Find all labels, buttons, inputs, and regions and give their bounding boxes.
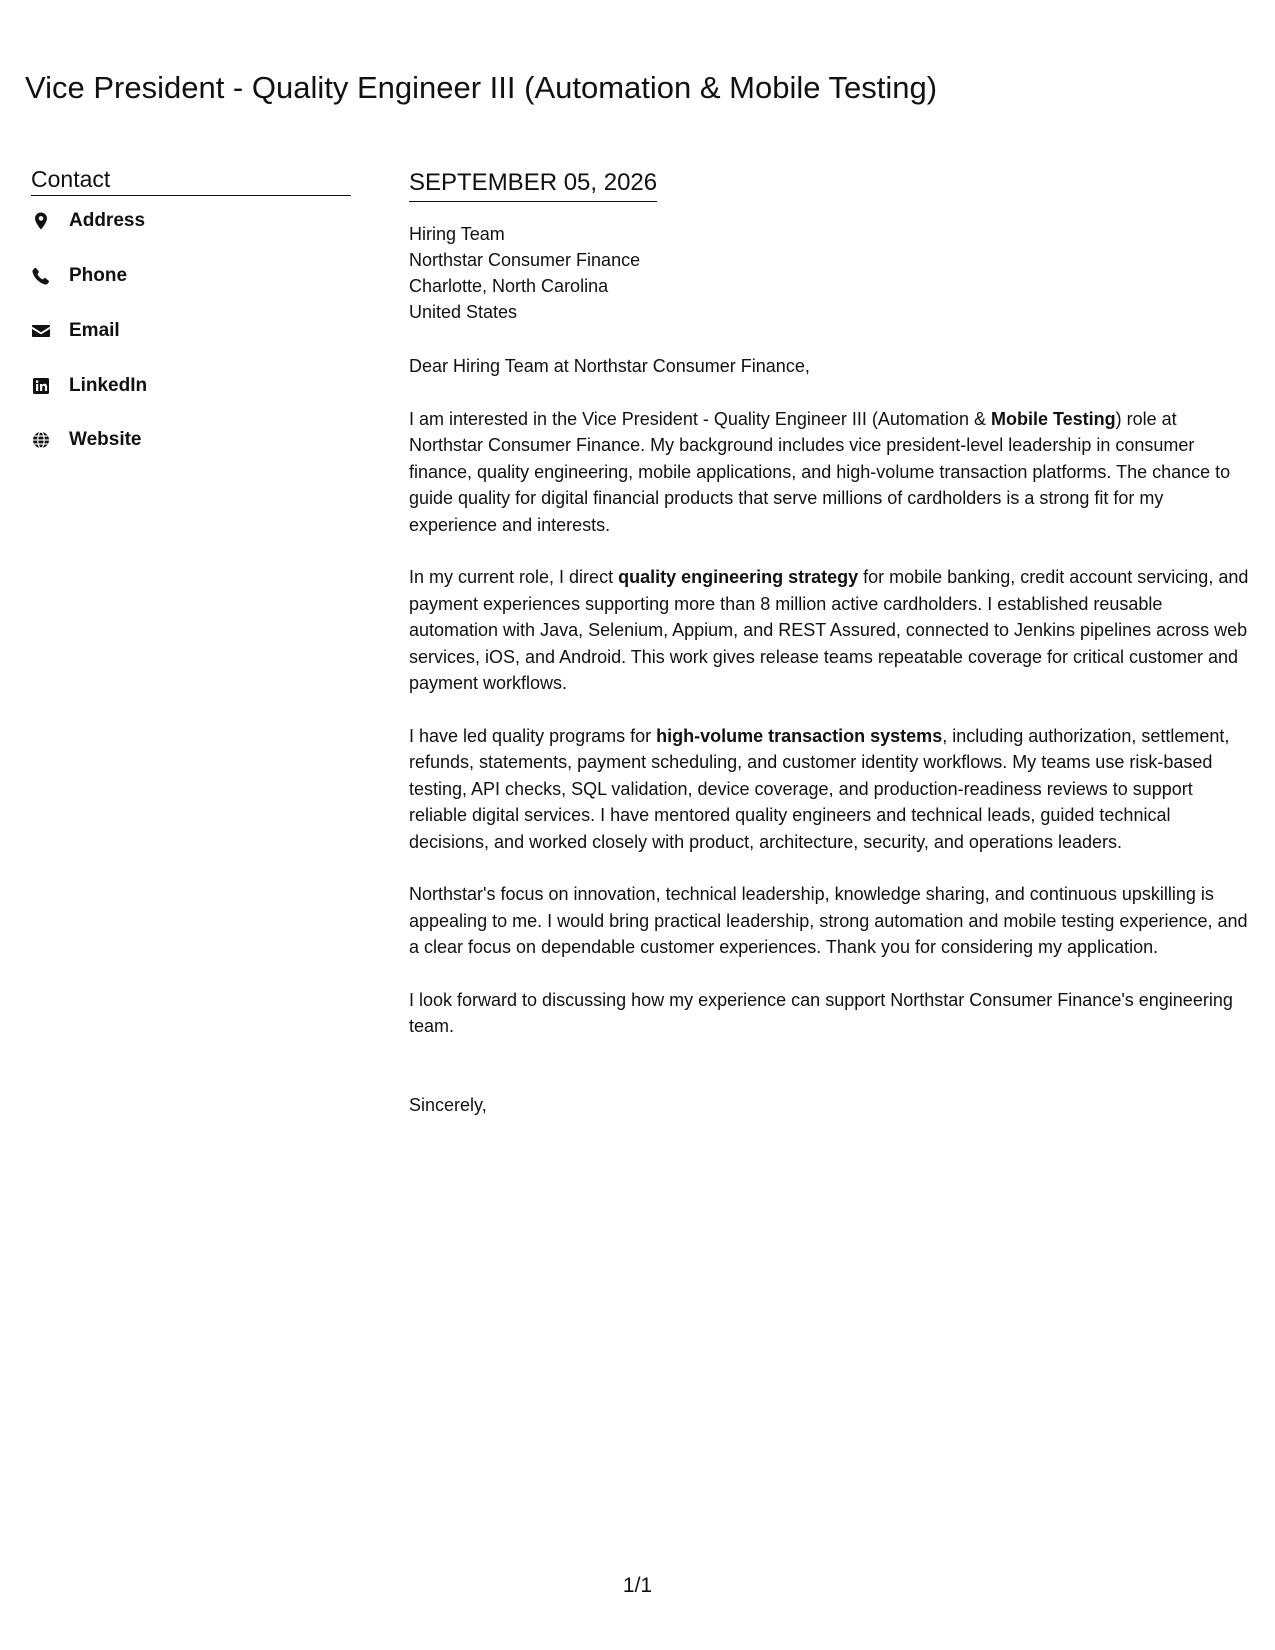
map-pin-icon xyxy=(31,211,51,231)
salutation: Dear Hiring Team at Northstar Consumer Finance, xyxy=(409,356,810,376)
contact-item-phone xyxy=(31,264,351,288)
paragraph: I look forward to discussing how my experience can support Northstar Consumer Finance's engineering team. xyxy=(409,989,1233,1036)
contact-sidebar xyxy=(31,164,351,452)
globe-icon xyxy=(31,430,51,450)
contact-label-address: Address xyxy=(69,210,146,231)
closing: Sincerely, xyxy=(409,1094,487,1115)
recipient-line: United States xyxy=(409,302,518,322)
recipient-line: Northstar Consumer Finance xyxy=(409,250,641,270)
recipient-block xyxy=(409,221,1255,325)
letter-date: SEPTEMBER 05, 2026 xyxy=(409,167,657,202)
paragraph: In my current role, I direct quality engineering strategy for mobile banking, credit account servicing, and payment experiences supporting more than 8 million active cardholders. I established reusable automation with Java, Selenium, Appium, and REST Assured, connected to Jenkins pipelines across web services, iOS, and Android. This work gives release teams repeatable coverage for critical customer and payment workflows. xyxy=(409,567,1249,693)
contact-label-website: Website xyxy=(69,429,142,450)
paragraph: Northstar's focus on innovation, technical leadership, knowledge sharing, and continuous upskilling is appealing to me. I would bring practical leadership, strong automation and mobile testing experience, and a clear focus on dependable customer experiences. Thank you for considering my application. xyxy=(409,884,1248,957)
page-title: Vice President - Quality Engineer III (Automation & Mobile Testing) xyxy=(25,70,938,105)
page-number: 1/1 xyxy=(622,1574,653,1597)
phone-icon xyxy=(31,266,51,286)
contact-heading: Contact xyxy=(31,164,351,196)
contact-item-email xyxy=(31,319,351,343)
contact-item-website xyxy=(31,428,351,452)
contact-item-linkedin xyxy=(31,374,351,398)
linkedin-icon xyxy=(31,376,51,396)
recipient-line: Hiring Team xyxy=(409,224,505,244)
contact-list xyxy=(31,209,351,452)
letter-body xyxy=(409,167,1255,1136)
envelope-icon xyxy=(31,321,51,341)
contact-label-phone: Phone xyxy=(69,265,128,286)
paragraph: I am interested in the Vice President - Quality Engineer III (Automation & Mobile Testing) role at Northstar Consumer Finance. My background includes vice president-level leadership in consumer finance, quality engineering, mobile applications, and high-volume transaction platforms. The chance to guide quality for digital financial products that serve millions of cardholders is a strong fit for my experience and interests. xyxy=(409,408,1231,535)
contact-label-email: Email xyxy=(69,320,120,341)
contact-label-linkedin: LinkedIn xyxy=(69,375,148,396)
recipient-line: Charlotte, North Carolina xyxy=(409,276,609,296)
paragraph: I have led quality programs for high-volume transaction systems, including authorization, settlement, refunds, statements, payment scheduling, and customer identity workflows. My teams use risk-based testing, API checks, SQL validation, device coverage, and production-readiness reviews to support reliable digital services. I have mentored quality engineers and technical leads, guided technical decisions, and worked closely with product, architecture, security, and operations leaders. xyxy=(409,725,1230,852)
contact-item-address xyxy=(31,209,351,233)
